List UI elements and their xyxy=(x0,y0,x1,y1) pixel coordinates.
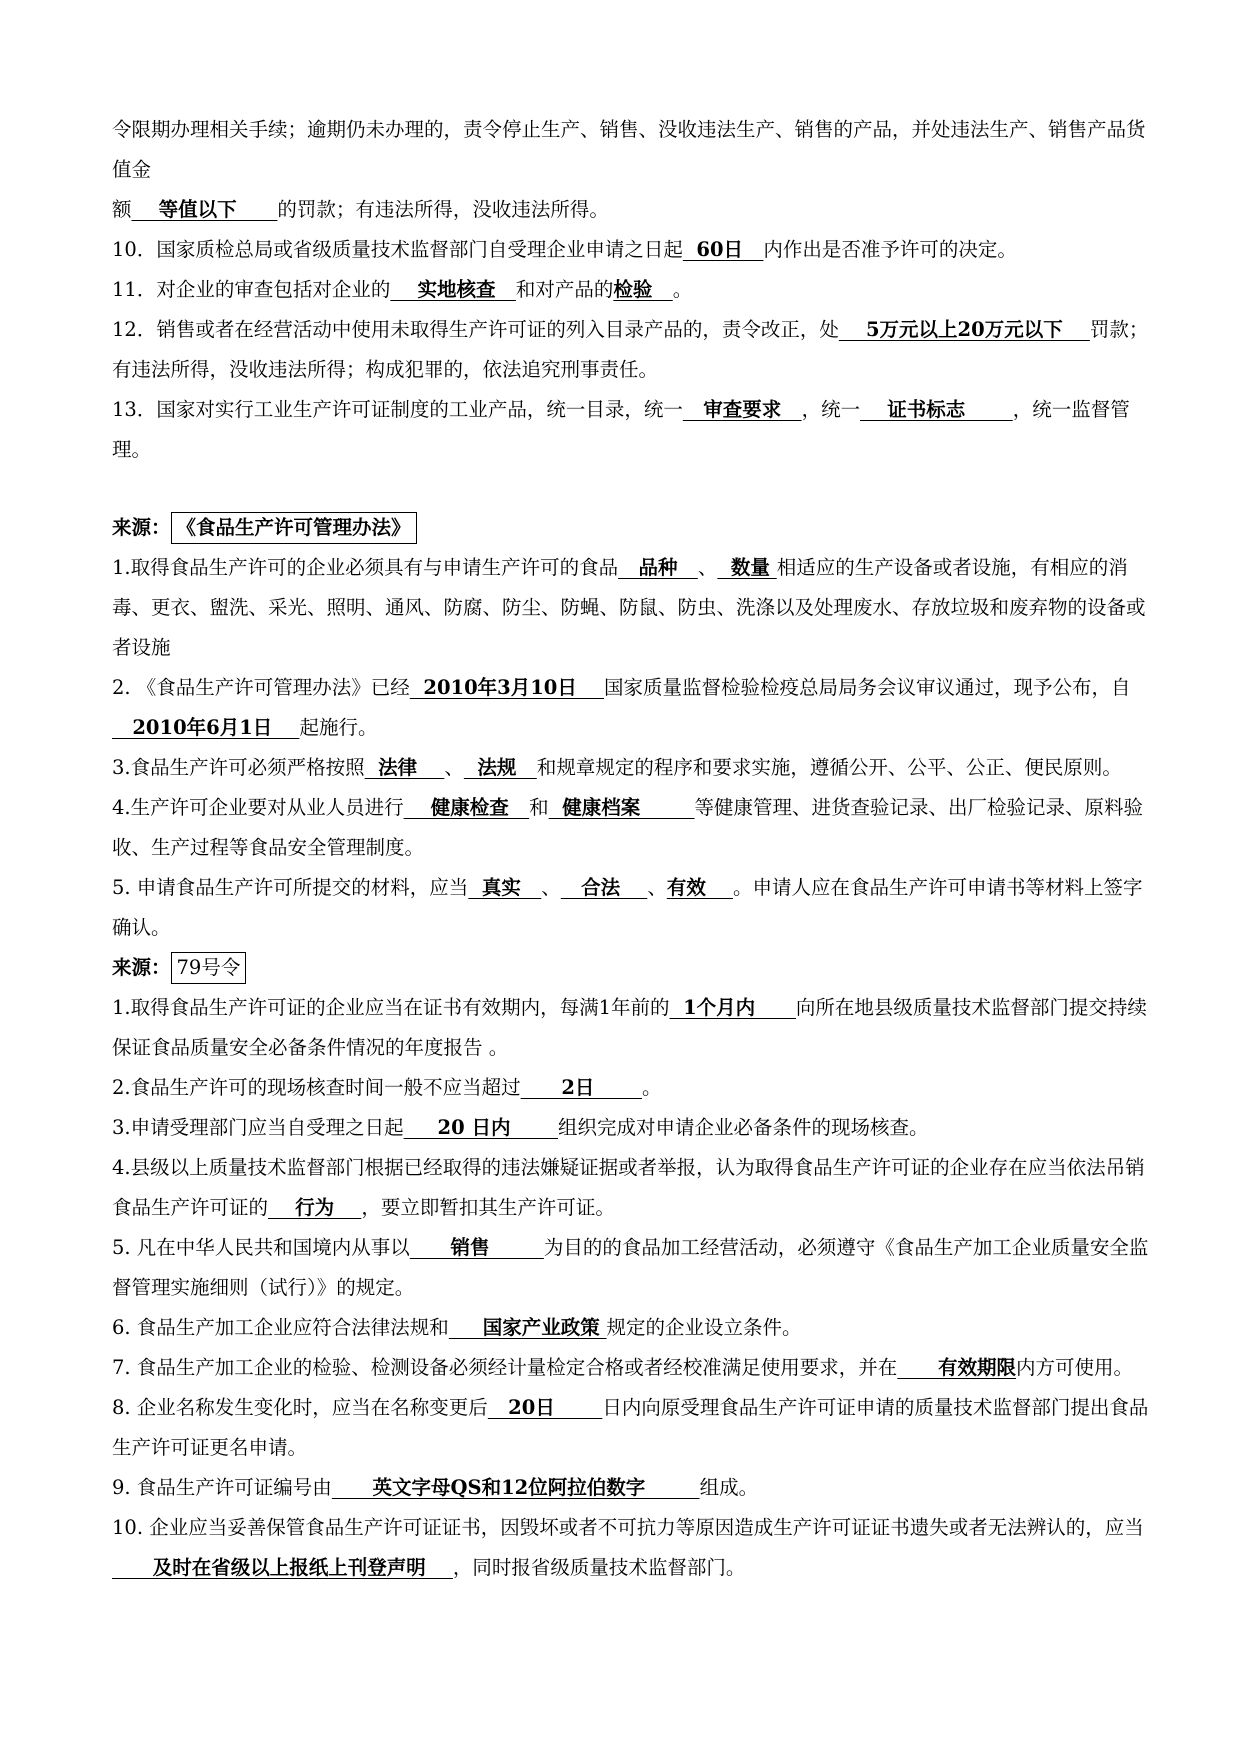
text-run: 和规章规定的程序和要求实施，遵循公开、公平、公正、便民原则。 xyxy=(536,756,1122,779)
text-run: 、 xyxy=(444,756,464,779)
text-run: 的罚款；有违法所得，没收违法所得。 xyxy=(277,198,609,221)
answer-blank: 20日 xyxy=(487,1396,603,1419)
answer-blank: 审查要求 xyxy=(682,398,802,421)
text-run: 11．对企业的审查包括对企业的 xyxy=(112,278,391,301)
text-run: 5. 申请食品生产许可所提交的材料，应当 xyxy=(112,876,469,899)
document-page xyxy=(112,110,1152,1588)
text-run: 、 xyxy=(647,876,667,899)
text-run: 日内向原受理食品生产许可证申请的质量技术监督部门提出食品生产许可证更名申请。 xyxy=(112,1396,1149,1459)
answer-blank: 有效期限 xyxy=(897,1356,1017,1379)
answer-blank: 证书标志 xyxy=(860,398,1013,421)
text-run: 12．销售或者在经营活动中使用未取得生产许可证的列入目录产品的，责令改正，处 xyxy=(112,318,839,341)
answer-blank: 实地核查 xyxy=(390,278,516,301)
answer-blank: 法律 xyxy=(364,756,445,779)
order-question-1 xyxy=(112,988,1152,1068)
answer-blank: 1个月内 xyxy=(669,996,796,1019)
text-run: 1.取得食品生产许可的企业必须具有与申请生产许可的食品 xyxy=(112,556,619,579)
answer-blank: 健康检查 xyxy=(403,796,530,819)
text-run: 来源： xyxy=(112,516,171,539)
text-run: 10. 企业应当妥善保管食品生产许可证证书，因毁坏或者不可抗力等原因造成生产许可证证书遗失或者无法辨认的，应当 xyxy=(112,1516,1144,1539)
text-run: 令限期办理相关手续；逾期仍未办理的，责令停止生产、销售、没收违法生产、销售的产品，并处违法生产、销售产品货值金 xyxy=(112,118,1146,181)
food-question-4 xyxy=(112,788,1152,868)
text-run: 13．国家对实行工业生产许可证制度的工业产品，统一目录，统一 xyxy=(112,398,683,421)
answer-blank: 及时在省级以上报纸上刊登声明 xyxy=(112,1556,453,1579)
food-question-2 xyxy=(112,668,1152,748)
answer-blank: 健康档案 xyxy=(548,796,695,819)
section-source-heading xyxy=(112,508,1152,548)
answer-blank: 60日 xyxy=(682,238,764,261)
text-run: 组织完成对申请企业必备条件的现场核查。 xyxy=(558,1116,929,1139)
text-run: 额 xyxy=(112,198,132,221)
text-run: 来源： xyxy=(112,956,171,979)
text-run: 组成。 xyxy=(699,1476,759,1499)
text-run: ，统一监督管理。 xyxy=(112,398,1130,461)
text-run: 国家质量监督检验检疫总局局务会议审议通过，现予公布，自 xyxy=(604,676,1131,699)
answer-blank: 2日 xyxy=(520,1076,642,1099)
text-run: 为目的的食品加工经营活动，必须遵守《食品生产加工企业质量安全监督管理实施细则（试行）》的规定。 xyxy=(112,1236,1149,1299)
text-run: 。 xyxy=(672,278,693,301)
text-run: 2.食品生产许可的现场核查时间一般不应当超过 xyxy=(112,1076,521,1099)
question-11 xyxy=(112,270,1152,310)
text-run: 4.县级以上质量技术监督部门根据已经取得的违法嫌疑证据或者举报，认为取得食品生产许可证的企业存在应当依法吊销食品生产许可证的 xyxy=(112,1156,1145,1219)
order-question-10 xyxy=(112,1508,1152,1588)
text-run: 、 xyxy=(697,556,718,579)
text-run: 8. 企业名称发生变化时，应当在名称变更后 xyxy=(112,1396,488,1419)
answer-blank: 有效 xyxy=(666,876,733,899)
text-run: 2. 《食品生产许可管理办法》已经 xyxy=(112,676,410,699)
order-question-7 xyxy=(112,1348,1152,1388)
text-run: 相适应的生产设备或者设施，有相应的消毒、更衣、盥洗、采光、照明、通风、防腐、防尘、防蝇、防鼠、防虫、洗涤以及处理废水、存放垃圾和废弃物的设备或者设施 xyxy=(112,556,1146,659)
text-run: 和对产品的 xyxy=(515,278,614,301)
question-10 xyxy=(112,230,1152,270)
answer-blank: 数量 xyxy=(717,556,777,579)
text-run: 5. 凡在中华人民共和国境内从事以 xyxy=(112,1236,410,1259)
answer-blank: 英文字母QS和12位阿拉伯数字 xyxy=(331,1476,700,1499)
order-question-3 xyxy=(112,1108,1152,1148)
order-question-8 xyxy=(112,1388,1152,1468)
text-run: 。 xyxy=(641,1076,662,1099)
text-run: 起施行。 xyxy=(299,716,378,739)
food-question-3 xyxy=(112,748,1152,788)
order-question-2 xyxy=(112,1068,1152,1108)
text-run: 罚款；有违法所得，没收违法所得；构成犯罪的，依法追究刑事责任。 xyxy=(112,318,1149,381)
text-run: 、 xyxy=(541,876,561,899)
answer-blank: 品种 xyxy=(618,556,698,579)
text-run: 3.申请受理部门应当自受理之日起 xyxy=(112,1116,404,1139)
source-box: 79号令 xyxy=(171,952,247,984)
food-question-1 xyxy=(112,548,1152,668)
answer-blank: 2010年6月1日 xyxy=(112,716,300,739)
answer-blank: 等值以下 xyxy=(131,198,278,221)
order-question-6 xyxy=(112,1308,1152,1348)
text-run: 内作出是否准予许可的决定。 xyxy=(763,238,1017,261)
text-run: 。申请人应在食品生产许可申请书等材料上签字确认。 xyxy=(112,876,1143,939)
answer-blank: 国家产业政策 xyxy=(448,1316,607,1339)
answer-blank: 检验 xyxy=(613,278,673,301)
paragraph-continuation-2 xyxy=(112,190,1152,230)
text-run: 等健康管理、进货查验记录、出厂检验记录、原料验收、生产过程等食品安全管理制度。 xyxy=(112,796,1144,859)
text-run: 9. 食品生产许可证编号由 xyxy=(112,1476,332,1499)
text-run: 3.食品生产许可必须严格按照 xyxy=(112,756,365,779)
text-run: 10．国家质检总局或省级质量技术监督部门自受理企业申请之日起 xyxy=(112,238,683,261)
text-run: 4.生产许可企业要对从业人员进行 xyxy=(112,796,404,819)
answer-blank: 真实 xyxy=(468,876,542,899)
answer-blank: 2010年3月10日 xyxy=(409,676,605,699)
text-run: 7. 食品生产加工企业的检验、检测设备必须经计量检定合格或者经校准满足使用要求，并在 xyxy=(112,1356,898,1379)
food-question-5 xyxy=(112,868,1152,948)
answer-blank: 5万元以上20万元以下 xyxy=(838,318,1090,341)
question-12 xyxy=(112,310,1152,390)
text-run: 向所在地县级质量技术监督部门提交持续保证食品质量安全必备条件情况的年度报告 。 xyxy=(112,996,1147,1059)
answer-blank: 法规 xyxy=(463,756,537,779)
text-run: ，同时报省级质量技术监督部门。 xyxy=(452,1556,746,1579)
text-run: 和 xyxy=(529,796,549,819)
text-run: 内方可使用。 xyxy=(1016,1356,1134,1379)
order-question-4 xyxy=(112,1148,1152,1228)
answer-blank: 20 日内 xyxy=(403,1116,559,1139)
answer-blank: 销售 xyxy=(409,1236,544,1259)
order-question-5 xyxy=(112,1228,1152,1308)
source-box: 《食品生产许可管理办法》 xyxy=(171,512,417,544)
paragraph-continuation xyxy=(112,110,1152,190)
answer-blank: 合法 xyxy=(560,876,648,899)
text-run: ，统一 xyxy=(801,398,861,421)
text-run: ，要立即暂扣其生产许可证。 xyxy=(361,1196,615,1219)
text-run: 规定的企业设立条件。 xyxy=(606,1316,802,1339)
text-run: 6. 食品生产加工企业应符合法律法规和 xyxy=(112,1316,449,1339)
order-question-9 xyxy=(112,1468,1152,1508)
section-source-heading-2 xyxy=(112,948,1152,988)
text-run: 1.取得食品生产许可证的企业应当在证书有效期内，每满1年前的 xyxy=(112,996,670,1019)
answer-blank: 行为 xyxy=(268,1196,362,1219)
question-13 xyxy=(112,390,1152,470)
